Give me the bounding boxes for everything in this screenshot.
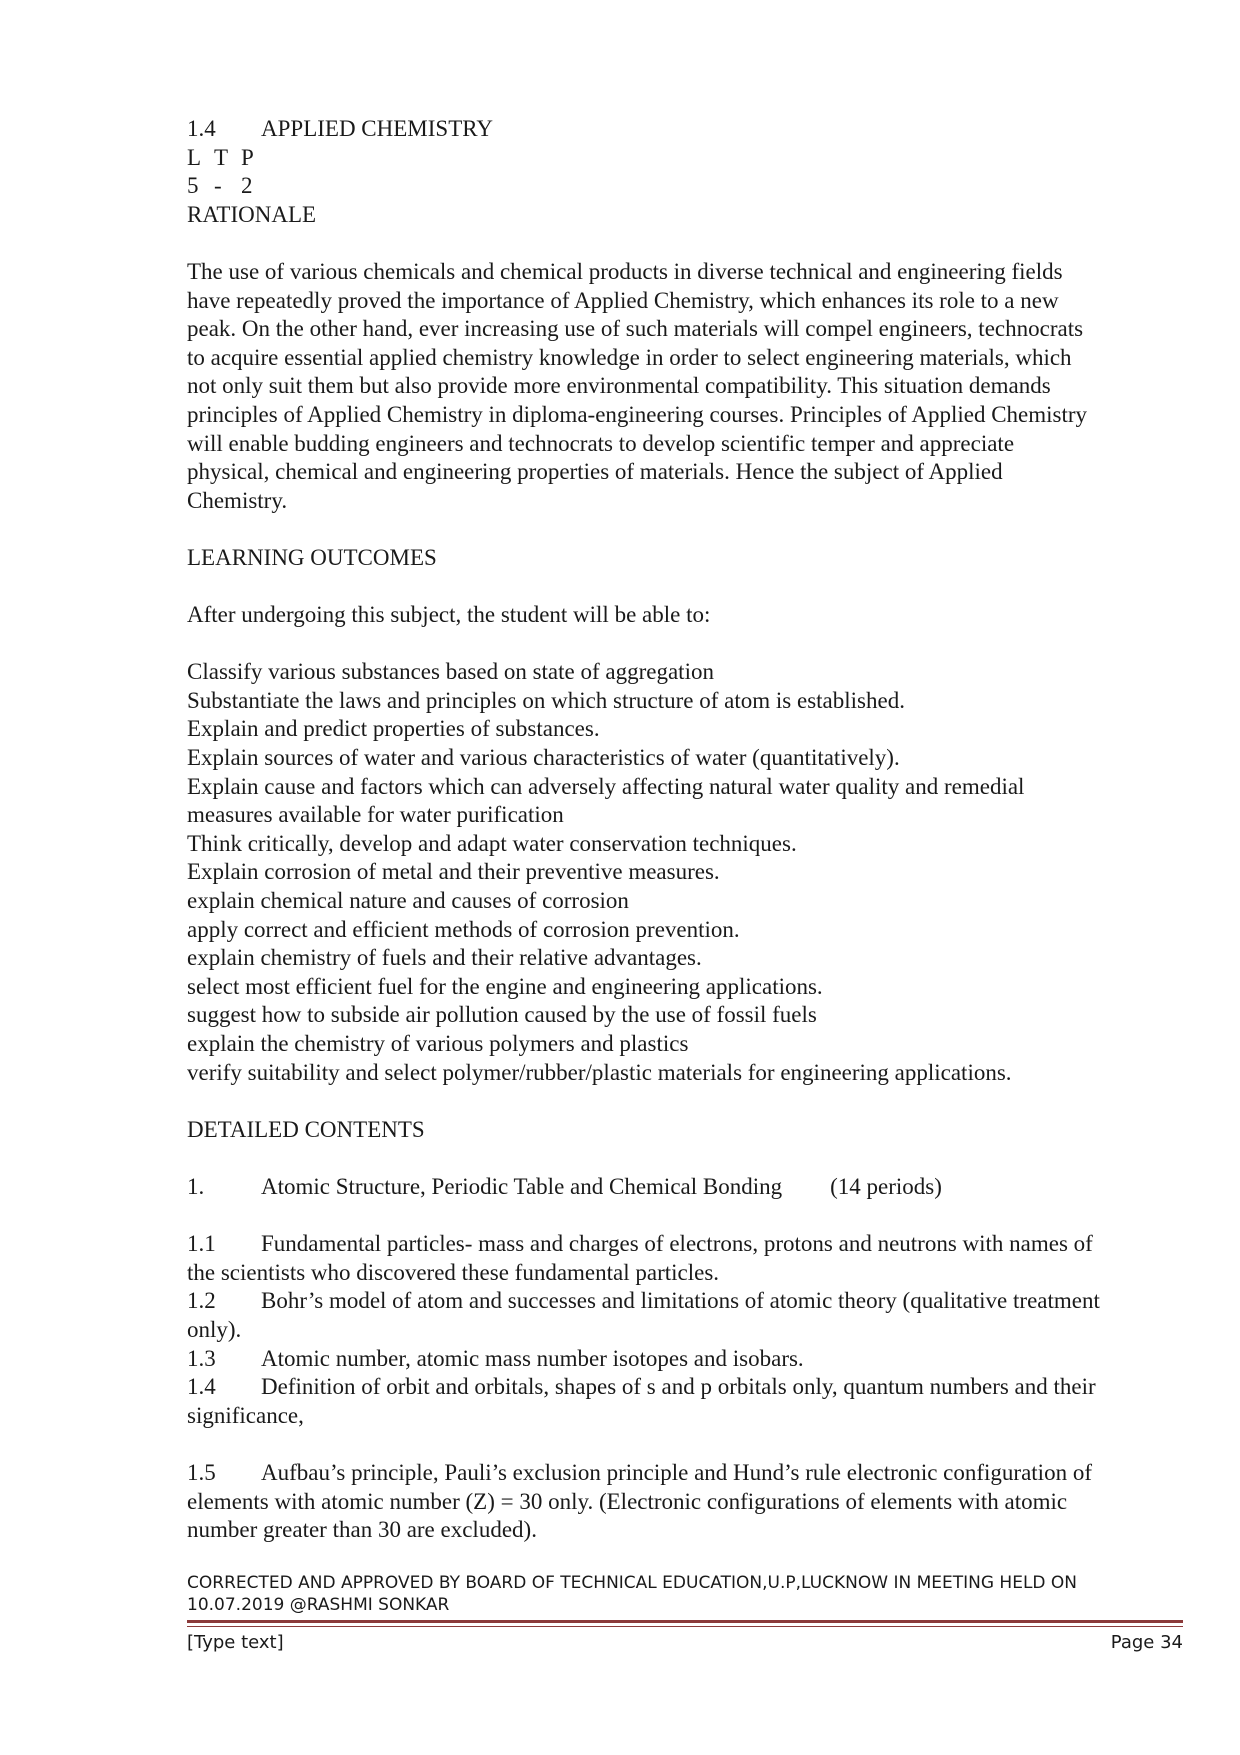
ltp-label-p: P bbox=[241, 144, 254, 170]
rationale-line: principles of Applied Chemistry in diploma-engineering courses. Principles of Applied Chemistry bbox=[187, 401, 1088, 427]
item-continuation: elements with atomic number (Z) = 30 only. (Electronic configurations of elements with atomic bbox=[187, 1488, 1068, 1514]
page-number: Page 34 bbox=[1110, 1632, 1183, 1653]
item-continuation: the scientists who discovered these fundamental particles. bbox=[187, 1259, 720, 1285]
learning-outcomes-heading: LEARNING OUTCOMES bbox=[187, 544, 437, 570]
item-number: 1.4 bbox=[187, 1374, 216, 1400]
footer-note-line-1: CORRECTED AND APPROVED BY BOARD OF TECHNICAL EDUCATION,U.P,LUCKNOW IN MEETING HELD ON bbox=[187, 1573, 1078, 1593]
outcome-line: Explain cause and factors which can adversely affecting natural water quality and remedial bbox=[187, 773, 1025, 799]
rationale-line: Chemistry. bbox=[187, 487, 288, 513]
footer-note-line-2: 10.07.2019 @RASHMI SONKAR bbox=[187, 1595, 450, 1615]
outcome-line: Substantiate the laws and principles on which structure of atom is established. bbox=[187, 687, 905, 713]
learning-outcomes-intro: After undergoing this subject, the student will be able to: bbox=[187, 602, 711, 628]
outcome-line: measures available for water purification bbox=[187, 802, 564, 828]
outcome-line: apply correct and efficient methods of corrosion prevention. bbox=[187, 916, 740, 942]
rationale-line: have repeatedly proved the importance of Applied Chemistry, which enhances its role to a new bbox=[187, 287, 1059, 313]
content-item-1-5 bbox=[187, 1459, 1187, 1488]
rationale-line: The use of various chemicals and chemical products in diverse technical and engineering fields bbox=[187, 258, 1063, 284]
footer-rule-thin bbox=[187, 1626, 1183, 1627]
outcome-line: explain the chemistry of various polymers and plastics bbox=[187, 1031, 689, 1056]
item-continuation: only). bbox=[187, 1316, 242, 1342]
content-item-1-3 bbox=[187, 1345, 1187, 1374]
rationale-line: peak. On the other hand, ever increasing use of such materials will compel engineers, technocrats bbox=[187, 316, 1084, 342]
outcome-line: Explain sources of water and various characteristics of water (quantitatively). bbox=[187, 745, 900, 771]
item-number: 1.2 bbox=[187, 1288, 216, 1314]
ltp-value-p: 2 bbox=[241, 173, 253, 199]
item-text: Bohr’s model of atom and successes and limitations of atomic theory (qualitative treatment bbox=[261, 1288, 1100, 1314]
outcome-line: suggest how to subside air pollution caused by the use of fossil fuels bbox=[187, 1002, 817, 1028]
content-item-1-4 bbox=[187, 1373, 1187, 1402]
item-continuation: significance, bbox=[187, 1402, 304, 1428]
rationale-line: to acquire essential applied chemistry knowledge in order to select engineering materials, which bbox=[187, 344, 1072, 370]
rationale-line: physical, chemical and engineering properties of materials. Hence the subject of Applied bbox=[187, 459, 1003, 485]
ltp-values bbox=[187, 172, 1187, 201]
outcome-line: Explain corrosion of metal and their preventive measures. bbox=[187, 859, 720, 885]
unit-heading bbox=[187, 1173, 1187, 1202]
ltp-label-t: T bbox=[214, 144, 229, 170]
item-text: Aufbau’s principle, Pauli’s exclusion principle and Hund’s rule electronic configuration of bbox=[261, 1459, 1092, 1485]
unit-number: 1. bbox=[187, 1173, 205, 1199]
ltp-label-l: L bbox=[187, 144, 202, 170]
item-number: 1.5 bbox=[187, 1459, 216, 1485]
item-number: 1.3 bbox=[187, 1345, 216, 1371]
item-number: 1.1 bbox=[187, 1231, 216, 1257]
content-items bbox=[187, 1230, 1187, 1545]
footer-left-text: [Type text] bbox=[187, 1632, 284, 1653]
unit-periods: (14 periods) bbox=[830, 1173, 942, 1199]
unit-title: Atomic Structure, Periodic Table and Chemical Bonding bbox=[261, 1173, 783, 1199]
ltp-value-t: - bbox=[214, 173, 222, 199]
outcome-line: Classify various substances based on state of aggregation bbox=[187, 659, 714, 685]
item-text: Fundamental particles- mass and charges of electrons, protons and neutrons with names of bbox=[261, 1231, 1093, 1257]
item-text: Atomic number, atomic mass number isotopes and isobars. bbox=[261, 1345, 804, 1371]
ltp-value-l: 5 bbox=[187, 173, 199, 199]
document-body bbox=[187, 115, 1187, 1545]
outcome-line: Think critically, develop and adapt water conservation techniques. bbox=[187, 830, 797, 856]
rationale-line: not only suit them but also provide more environmental compatibility. This situation demands bbox=[187, 373, 1051, 399]
outcome-line: verify suitability and select polymer/rubber/plastic materials for engineering applications. bbox=[187, 1059, 1012, 1085]
content-item-1-2 bbox=[187, 1287, 1187, 1316]
rationale-paragraph bbox=[187, 258, 1187, 515]
rationale-heading: RATIONALE bbox=[187, 201, 317, 227]
rationale-line: will enable budding engineers and technocrats to develop scientific temper and appreciate bbox=[187, 430, 1015, 456]
content-item-1-1 bbox=[187, 1230, 1187, 1259]
footer-approval-note bbox=[187, 1572, 1187, 1616]
footer-rule-thick bbox=[187, 1620, 1183, 1623]
outcome-line: explain chemistry of fuels and their relative advantages. bbox=[187, 945, 702, 971]
section-number: 1.4 bbox=[187, 116, 216, 141]
ltp-labels bbox=[187, 144, 1187, 173]
section-title bbox=[187, 115, 1187, 144]
detailed-contents-heading: DETAILED CONTENTS bbox=[187, 1116, 425, 1142]
item-continuation: number greater than 30 are excluded). bbox=[187, 1517, 537, 1543]
outcome-line: Explain and predict properties of substances. bbox=[187, 716, 600, 742]
outcome-line: explain chemical nature and causes of corrosion bbox=[187, 888, 629, 914]
learning-outcomes-list bbox=[187, 658, 1187, 1087]
outcome-line: select most efficient fuel for the engine and engineering applications. bbox=[187, 973, 823, 999]
item-text: Definition of orbit and orbitals, shapes of s and p orbitals only, quantum numbers and their bbox=[261, 1374, 1096, 1400]
section-title-text: APPLIED CHEMISTRY bbox=[261, 116, 493, 141]
